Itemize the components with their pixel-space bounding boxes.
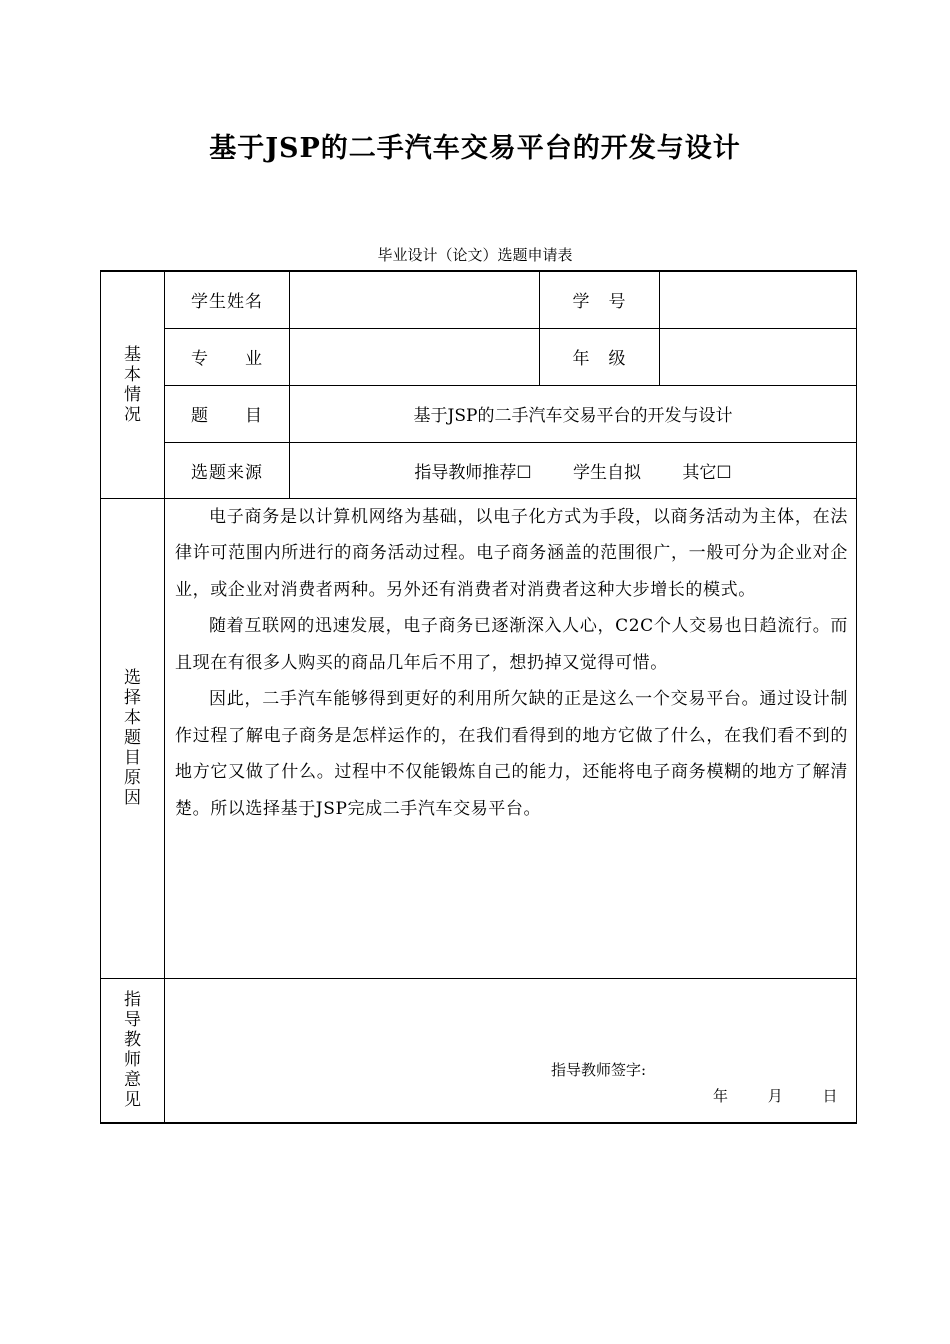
student-name-label: 学生姓名 [165,271,290,328]
section-char: 基 [124,344,141,365]
section-char: 因 [124,788,141,808]
advisor-opinion-field[interactable] [165,978,857,1123]
section-char: 本 [124,708,141,728]
advisor-date-label: 年 月 日 [713,1086,838,1105]
advisor-signature-label: 指导教师签字: [551,1060,647,1079]
row-source [101,442,857,498]
section-reason-label [101,498,165,978]
section-basic-info-label [101,271,165,498]
section-char: 师 [124,1050,141,1071]
section-char: 教 [124,1030,141,1051]
section-char: 题 [124,728,141,748]
reason-paragraph: 随着互联网的迅速发展，电子商务已逐渐深入人心，C2C个人交易也日趋流行。而且现在有很多人购买的商品几年后不用了，想扔掉又觉得可惜。 [175,616,848,673]
topic-value: 基于JSP的二手汽车交易平台的开发与设计 [290,385,857,442]
section-char: 指 [124,990,141,1011]
section-char: 导 [124,1010,141,1031]
source-options [290,442,857,498]
reason-content [165,498,857,978]
section-char: 见 [124,1090,141,1111]
row-student-name [101,271,857,328]
row-major [101,328,857,385]
section-char: 意 [124,1070,141,1091]
row-advisor-opinion [101,978,857,1123]
source-option-advisor[interactable]: 指导教师推荐☐ [414,462,532,483]
document-title: 基于JSP的二手汽车交易平台的开发与设计 [209,133,741,164]
student-id-label: 学 号 [540,271,660,328]
source-option-self[interactable]: 学生自拟 [573,462,641,483]
application-form-table [100,270,857,1124]
section-char: 况 [124,404,141,425]
section-char: 目 [124,748,141,768]
section-advisor-label [101,978,165,1123]
source-option-other[interactable]: 其它☐ [682,462,732,483]
section-char: 选 [124,668,141,688]
student-id-field[interactable] [660,271,857,328]
topic-label: 题 目 [165,385,290,442]
student-name-field[interactable] [290,271,540,328]
major-field[interactable] [290,328,540,385]
section-char: 本 [124,364,141,385]
row-reason [101,498,857,978]
grade-label: 年 级 [540,328,660,385]
reason-paragraph: 电子商务是以计算机网络为基础，以电子化方式为手段，以商务活动为主体，在法律许可范围内所进行的商务活动过程。电子商务涵盖的范围很广，一般可分为企业对企业，或企业对消费者两种。另外还有消费者对消费者这种大步增长的模式。 [175,506,848,600]
section-char: 情 [124,384,141,405]
section-char: 择 [124,688,141,708]
section-char: 原 [124,768,141,788]
reason-paragraph: 因此，二手汽车能够得到更好的利用所欠缺的正是这么一个交易平台。通过设计制作过程了解电子商务是怎样运作的，在我们看得到的地方它做了什么，在我们看不到的地方它又做了什么。过程中不仅能锻炼自己的能力，还能将电子商务模糊的地方了解清楚。所以选择基于JSP完成二手汽车交易平台。 [175,689,848,819]
major-label: 专 业 [165,328,290,385]
grade-field[interactable] [660,328,857,385]
form-caption: 毕业设计（论文）选题申请表 [377,246,573,264]
row-topic [101,385,857,442]
source-label: 选题来源 [165,442,290,498]
